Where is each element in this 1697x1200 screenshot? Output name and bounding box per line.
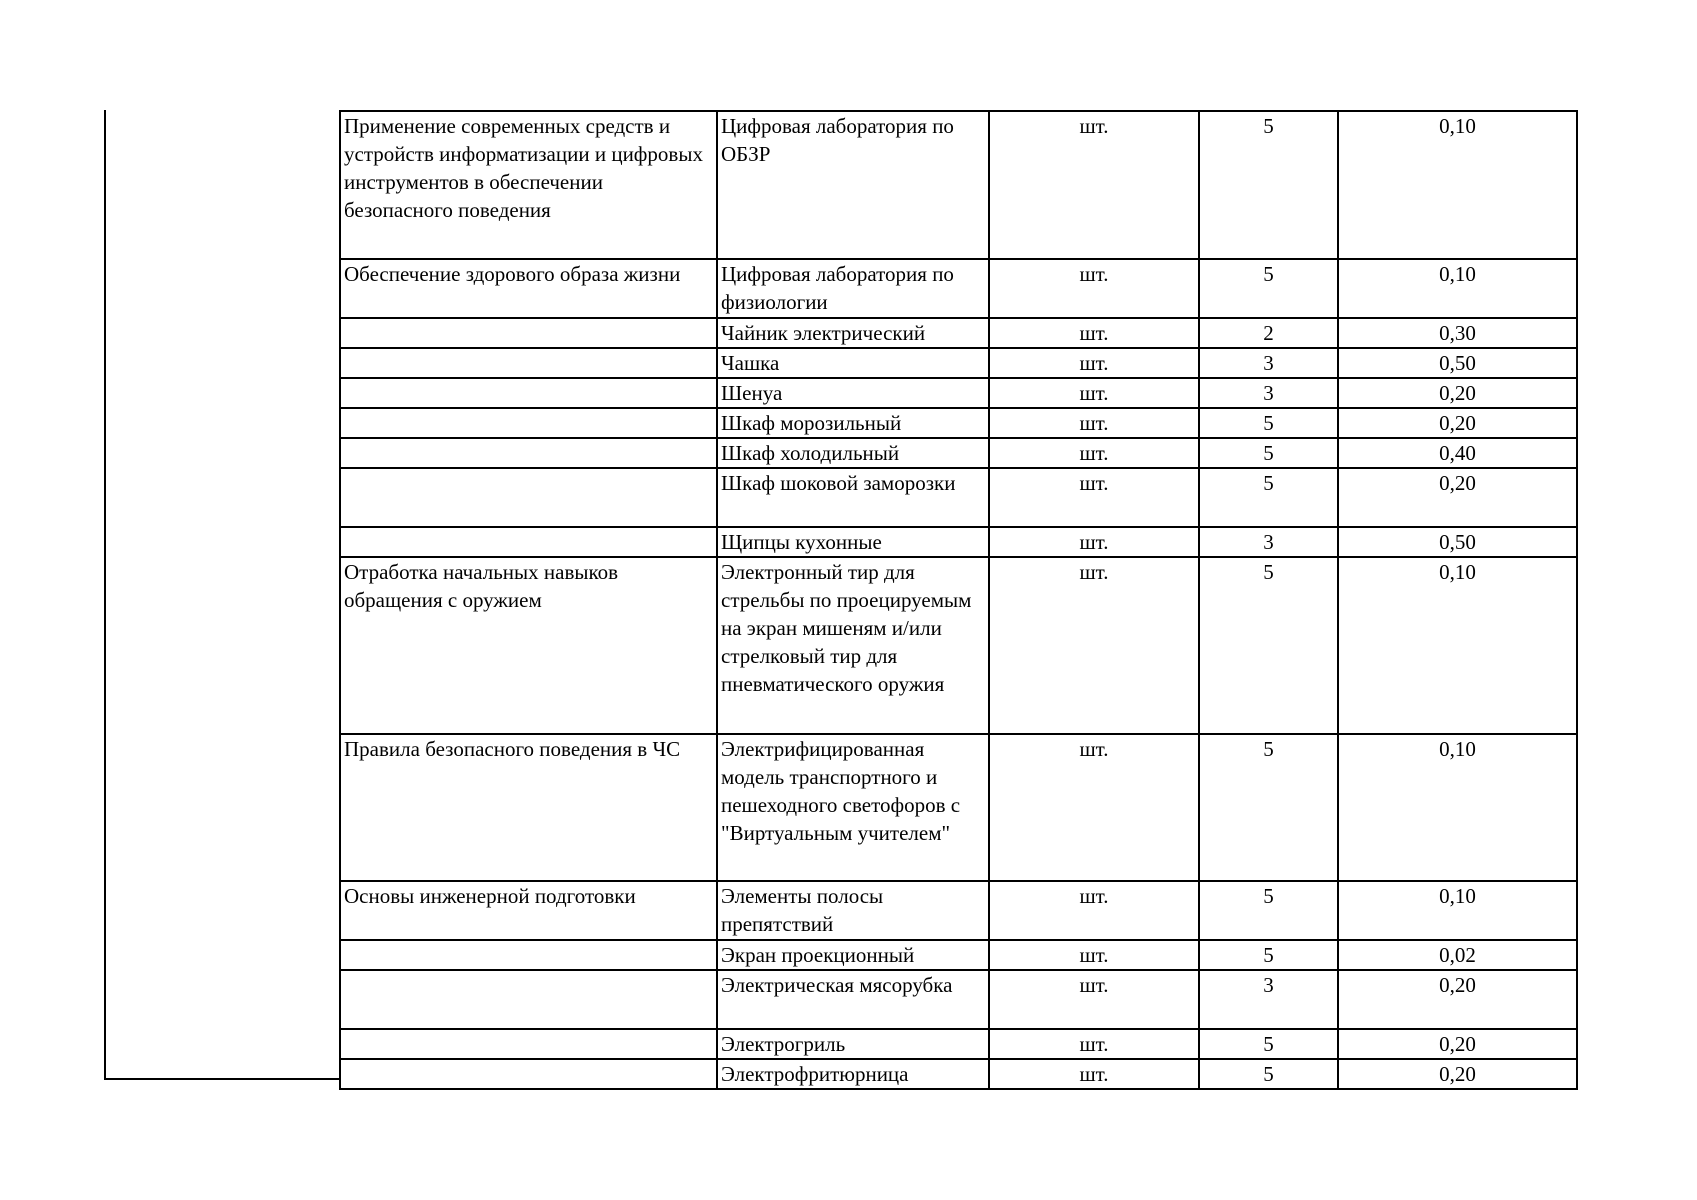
table-row bbox=[340, 881, 1577, 940]
table-row bbox=[340, 557, 1577, 734]
qty-cell: 5 bbox=[1199, 259, 1338, 318]
table-row bbox=[340, 111, 1577, 259]
item-cell: Электрогриль bbox=[717, 1029, 989, 1059]
norm-cell: 0,20 bbox=[1338, 378, 1577, 408]
section-cell bbox=[340, 1059, 717, 1089]
unit-cell: шт. bbox=[989, 318, 1199, 348]
section-cell bbox=[340, 348, 717, 378]
qty-cell: 5 bbox=[1199, 940, 1338, 970]
qty-cell: 5 bbox=[1199, 734, 1338, 881]
item-cell: Цифровая лаборатория по физиологии bbox=[717, 259, 989, 318]
norm-cell: 0,40 bbox=[1338, 438, 1577, 468]
qty-cell: 5 bbox=[1199, 408, 1338, 438]
item-cell: Электрофритюрница bbox=[717, 1059, 989, 1089]
qty-cell: 5 bbox=[1199, 111, 1338, 259]
unit-cell: шт. bbox=[989, 970, 1199, 1029]
qty-cell: 5 bbox=[1199, 881, 1338, 940]
unit-cell: шт. bbox=[989, 111, 1199, 259]
section-cell: Правила безопасного поведения в ЧС bbox=[340, 734, 717, 881]
qty-cell: 3 bbox=[1199, 527, 1338, 557]
section-cell bbox=[340, 318, 717, 348]
item-cell: Чашка bbox=[717, 348, 989, 378]
qty-cell: 5 bbox=[1199, 1029, 1338, 1059]
table-row bbox=[340, 438, 1577, 468]
qty-cell: 5 bbox=[1199, 438, 1338, 468]
unit-cell: шт. bbox=[989, 348, 1199, 378]
qty-cell: 3 bbox=[1199, 348, 1338, 378]
table-row bbox=[340, 348, 1577, 378]
section-cell: Отработка начальных навыков обращения с оружием bbox=[340, 557, 717, 734]
unit-cell: шт. bbox=[989, 881, 1199, 940]
unit-cell: шт. bbox=[989, 1059, 1199, 1089]
norm-cell: 0,20 bbox=[1338, 408, 1577, 438]
unit-cell: шт. bbox=[989, 734, 1199, 881]
section-cell: Обеспечение здорового образа жизни bbox=[340, 259, 717, 318]
unit-cell: шт. bbox=[989, 940, 1199, 970]
norm-cell: 0,50 bbox=[1338, 348, 1577, 378]
table-row bbox=[340, 378, 1577, 408]
norm-cell: 0,02 bbox=[1338, 940, 1577, 970]
unit-cell: шт. bbox=[989, 378, 1199, 408]
qty-cell: 2 bbox=[1199, 318, 1338, 348]
section-cell bbox=[340, 970, 717, 1029]
item-cell: Шенуа bbox=[717, 378, 989, 408]
item-cell: Щипцы кухонные bbox=[717, 527, 989, 557]
table-row bbox=[340, 527, 1577, 557]
table-row bbox=[340, 734, 1577, 881]
item-cell: Чайник электрический bbox=[717, 318, 989, 348]
unit-cell: шт. bbox=[989, 557, 1199, 734]
section-cell bbox=[340, 408, 717, 438]
item-cell: Цифровая лаборатория по ОБЗР bbox=[717, 111, 989, 259]
table-row bbox=[340, 318, 1577, 348]
norm-cell: 0,30 bbox=[1338, 318, 1577, 348]
item-cell: Электрифицированная модель транспортного и пешеходного светофоров с "Виртуальным учителем" bbox=[717, 734, 989, 881]
table-row bbox=[340, 408, 1577, 438]
unit-cell: шт. bbox=[989, 468, 1199, 527]
unit-cell: шт. bbox=[989, 527, 1199, 557]
outer-column-left-border bbox=[104, 110, 106, 1080]
table-row bbox=[340, 259, 1577, 318]
norm-cell: 0,10 bbox=[1338, 259, 1577, 318]
section-cell: Применение современных средств и устройств информатизации и цифровых инструментов в обеспечении безопасного поведения bbox=[340, 111, 717, 259]
table-row bbox=[340, 940, 1577, 970]
norm-cell: 0,50 bbox=[1338, 527, 1577, 557]
section-cell bbox=[340, 378, 717, 408]
table-row bbox=[340, 1059, 1577, 1089]
document-sheet bbox=[104, 110, 1576, 1086]
item-cell: Экран проекционный bbox=[717, 940, 989, 970]
norm-cell: 0,20 bbox=[1338, 970, 1577, 1029]
norm-cell: 0,10 bbox=[1338, 881, 1577, 940]
item-cell: Шкаф шоковой заморозки bbox=[717, 468, 989, 527]
norm-cell: 0,20 bbox=[1338, 468, 1577, 527]
section-cell: Основы инженерной подготовки bbox=[340, 881, 717, 940]
norm-cell: 0,20 bbox=[1338, 1059, 1577, 1089]
table-row bbox=[340, 1029, 1577, 1059]
norm-cell: 0,10 bbox=[1338, 734, 1577, 881]
section-cell bbox=[340, 527, 717, 557]
item-cell: Шкаф холодильный bbox=[717, 438, 989, 468]
item-cell: Шкаф морозильный bbox=[717, 408, 989, 438]
qty-cell: 5 bbox=[1199, 468, 1338, 527]
section-cell bbox=[340, 940, 717, 970]
norm-cell: 0,10 bbox=[1338, 557, 1577, 734]
table-row bbox=[340, 468, 1577, 527]
qty-cell: 3 bbox=[1199, 970, 1338, 1029]
table-row bbox=[340, 970, 1577, 1029]
qty-cell: 5 bbox=[1199, 1059, 1338, 1089]
equipment-table bbox=[339, 110, 1578, 1090]
outer-column-bottom-border bbox=[104, 1078, 340, 1080]
norm-cell: 0,10 bbox=[1338, 111, 1577, 259]
section-cell bbox=[340, 468, 717, 527]
qty-cell: 5 bbox=[1199, 557, 1338, 734]
unit-cell: шт. bbox=[989, 1029, 1199, 1059]
item-cell: Электронный тир для стрельбы по проецируемым на экран мишеням и/или стрелковый тир для пневматического оружия bbox=[717, 557, 989, 734]
unit-cell: шт. bbox=[989, 438, 1199, 468]
qty-cell: 3 bbox=[1199, 378, 1338, 408]
item-cell: Электрическая мясорубка bbox=[717, 970, 989, 1029]
norm-cell: 0,20 bbox=[1338, 1029, 1577, 1059]
unit-cell: шт. bbox=[989, 408, 1199, 438]
item-cell: Элементы полосы препятствий bbox=[717, 881, 989, 940]
section-cell bbox=[340, 1029, 717, 1059]
unit-cell: шт. bbox=[989, 259, 1199, 318]
section-cell bbox=[340, 438, 717, 468]
